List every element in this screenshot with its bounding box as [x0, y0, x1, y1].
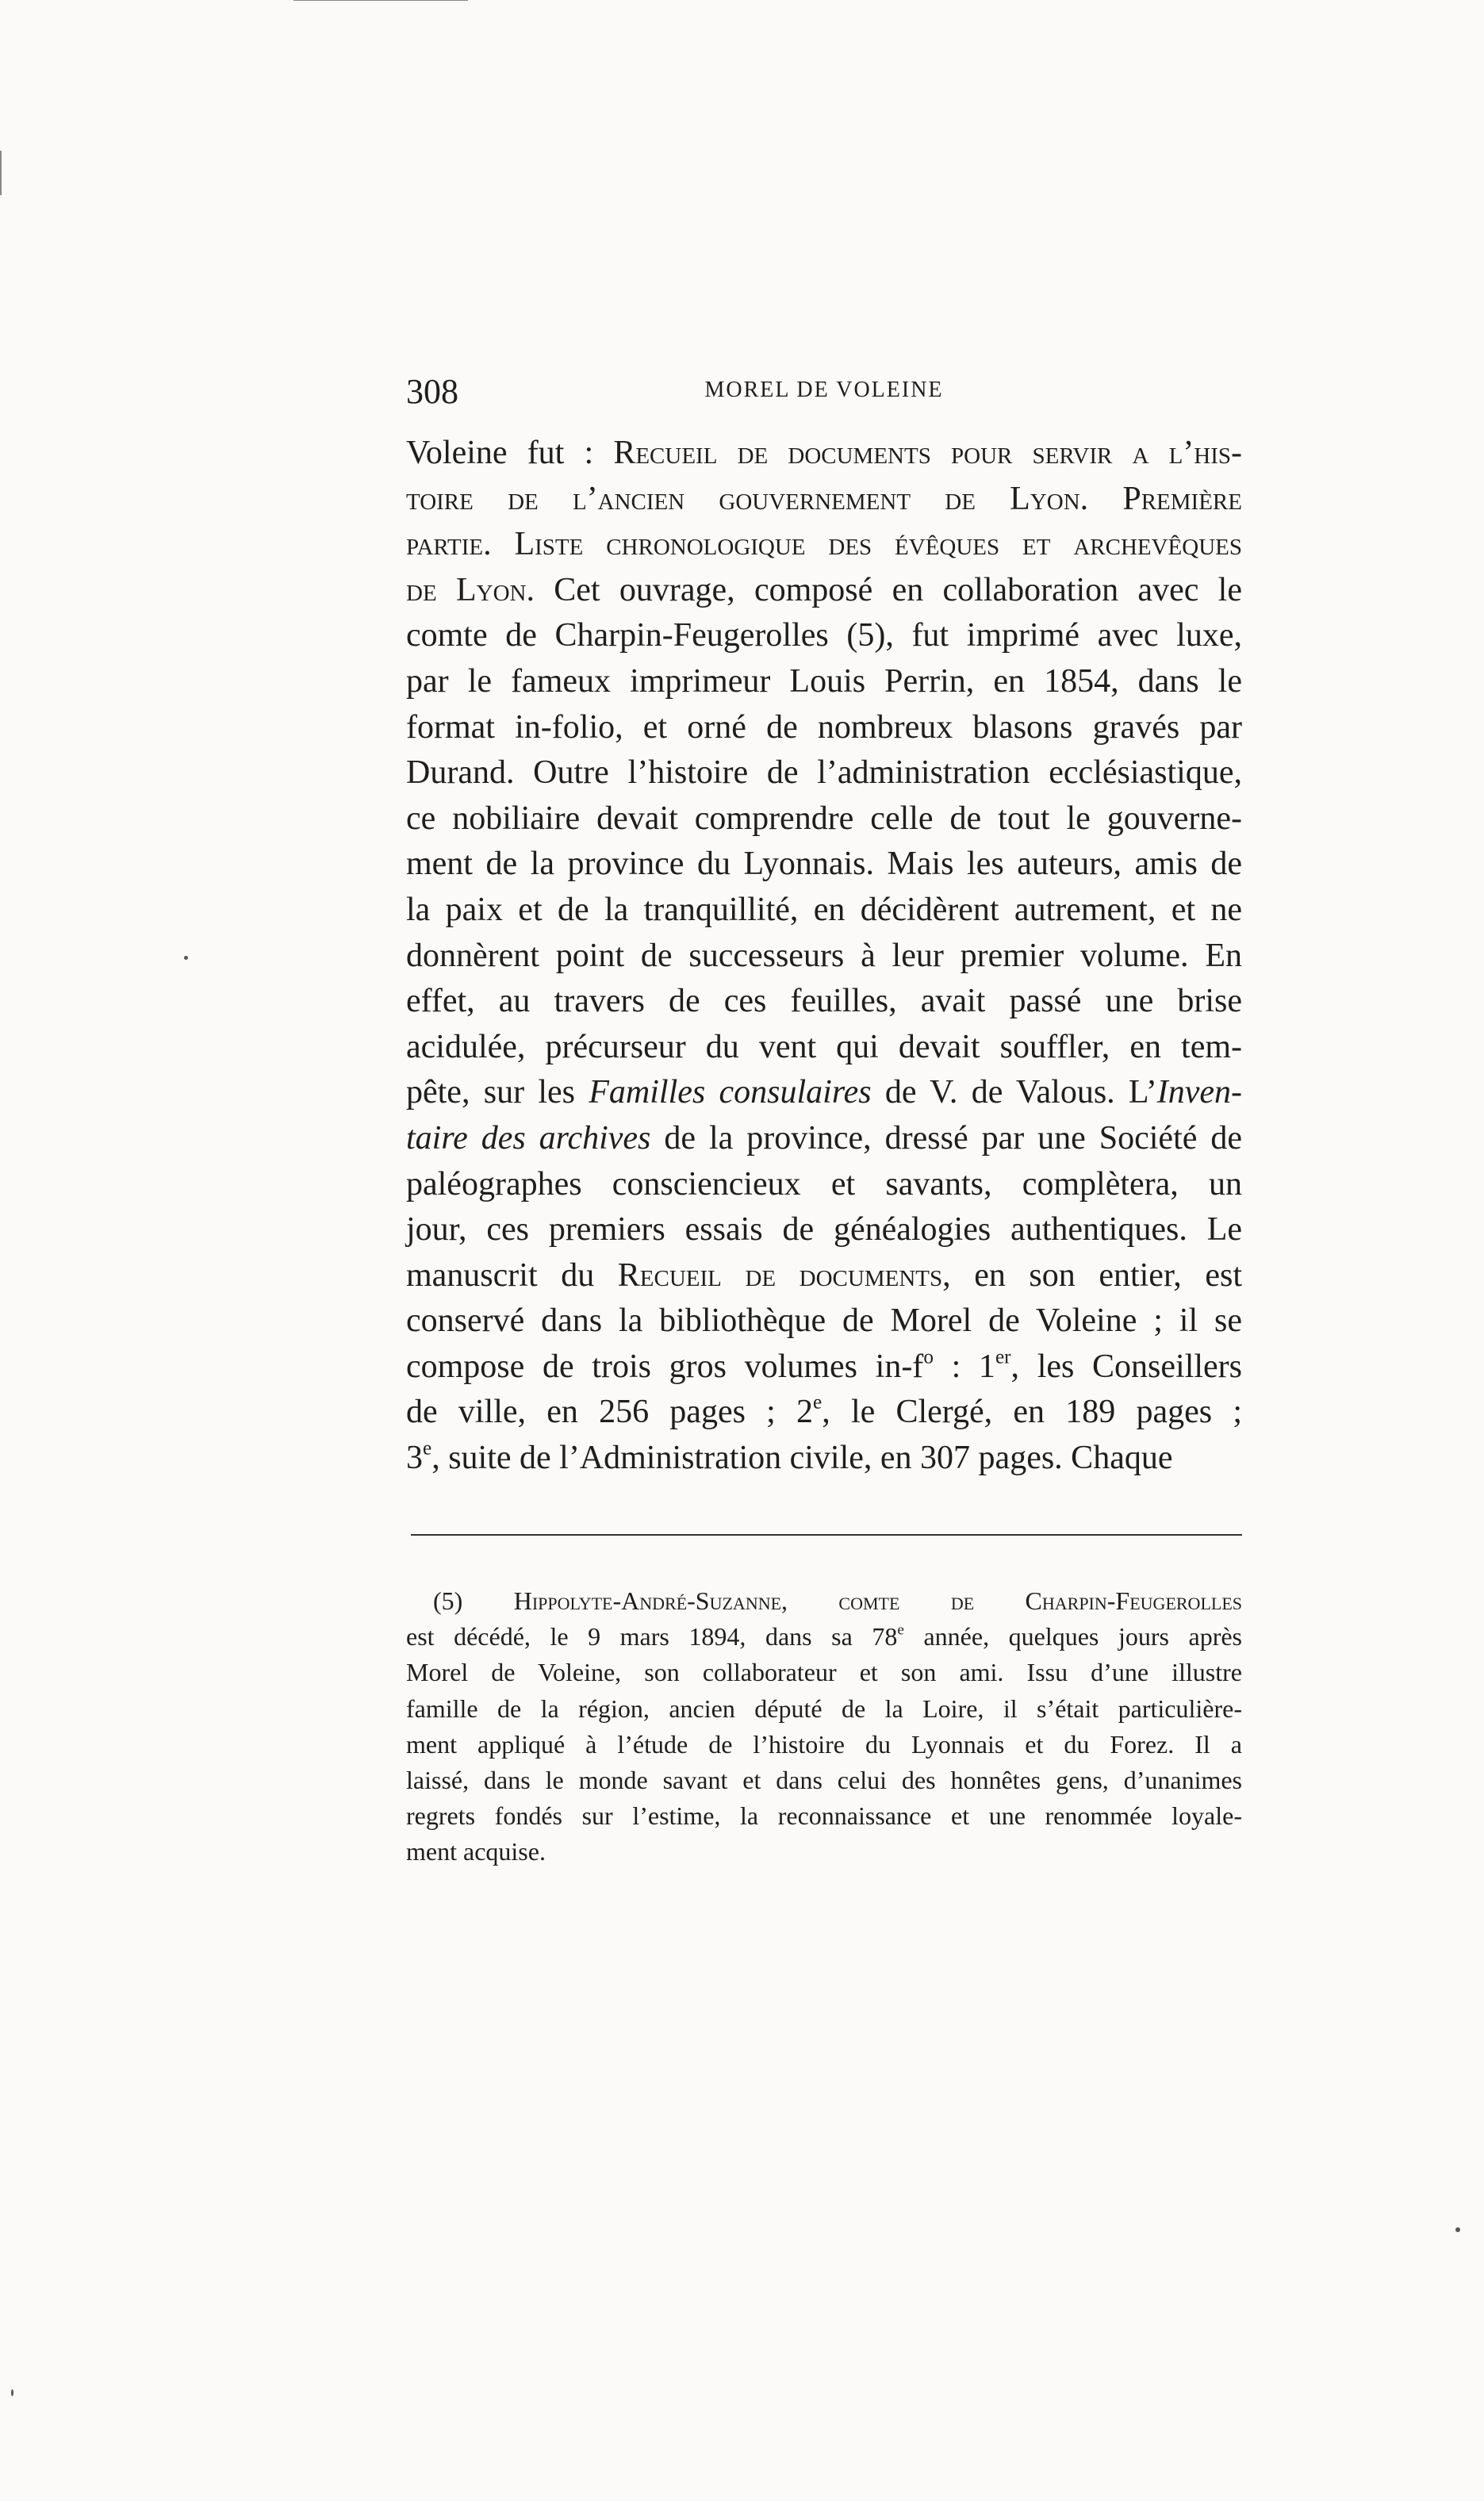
text-segment: . Cet ouvrage, composé en collaboration avec le: [526, 571, 1242, 608]
body-text-line: [406, 888, 1242, 934]
text-segment: de la province, dressé par une Société de: [650, 1119, 1242, 1157]
scan-speck: [11, 2389, 13, 2396]
scan-edge-mark: [0, 151, 2, 195]
text-segment: laissé, dans le monde savant et dans celui des honnêtes gens, d’unanimes: [406, 1765, 1242, 1794]
text-segment: est décédé, le 9 mars 1894, dans sa 78: [406, 1622, 898, 1651]
body-text-line: [406, 1436, 1242, 1482]
small-caps-text: Recueil de documents: [617, 1256, 943, 1294]
text-segment: famille de la région, ancien député de la Loire, il s’était particulière-: [406, 1694, 1242, 1723]
text-segment: regrets fondés sur l’estime, la reconnaissance et une renommée loyale-: [406, 1801, 1242, 1831]
text-segment: ment de la province du Lyonnais. Mais les auteurs, amis de: [406, 846, 1242, 883]
text-segment: paléographes consciencieux et savants, complètera, un: [406, 1165, 1242, 1203]
running-head: [406, 371, 1242, 411]
text-segment: année, quelques jours après: [903, 1622, 1243, 1651]
body-text-line: [406, 1344, 1242, 1391]
superscript: o: [923, 1346, 934, 1368]
body-text-line: [406, 431, 1242, 477]
body-text-line: [406, 1162, 1242, 1208]
text-segment: ment appliqué à l’étude de l’histoire du Lyonnais et du Forez. Il a: [406, 1729, 1242, 1759]
body-text-line: [406, 796, 1242, 842]
footnote-line: [406, 1763, 1242, 1798]
scan-edge-mark: [293, 0, 468, 1]
superscript: er: [995, 1346, 1011, 1368]
text-segment: Morel de Voleine, son collaborateur et son ami. Issu d’une illustre: [406, 1658, 1242, 1687]
footnote-block: [406, 1583, 1242, 1870]
superscript: e: [423, 1437, 432, 1460]
small-caps-text: de Lyon: [406, 571, 527, 608]
superscript: e: [897, 1621, 904, 1639]
body-text-line: [406, 477, 1242, 523]
text-segment: pête, sur les: [406, 1074, 589, 1111]
text-segment: effet, au travers de ces feuilles, avait passé une brise: [406, 983, 1242, 1020]
text-segment: donnèrent point de successeurs à leur premier volume. En: [406, 937, 1242, 974]
text-segment: de ville, en 256 pages ; 2: [406, 1394, 814, 1431]
superscript: e: [813, 1391, 823, 1414]
text-segment: comte de Charpin-Feugerolles (5), fut imprimé avec luxe,: [406, 617, 1242, 654]
text-segment: , le Clergé, en 189 pages ;: [822, 1394, 1242, 1431]
body-text-line: [406, 1116, 1242, 1162]
body-text-line: [406, 979, 1242, 1025]
small-caps-text: toire de l’ancien gouvernement de Lyon. Première: [406, 480, 1242, 517]
text-segment: , les Conseillers: [1010, 1348, 1243, 1385]
body-text-line: [406, 1390, 1242, 1436]
text-segment: format in-folio, et orné de nombreux blasons gravés par: [406, 708, 1242, 746]
body-text-line: [406, 705, 1242, 751]
main-text-block: [406, 431, 1242, 1482]
text-segment: (5): [433, 1586, 514, 1615]
text-segment: compose de trois gros volumes in-f: [406, 1348, 924, 1385]
text-segment: , suite de l’Administration civile, en 307 pages. Chaque: [431, 1440, 1173, 1477]
body-text-line: [406, 613, 1242, 659]
text-segment: Voleine fut :: [406, 435, 614, 471]
text-segment: la paix et de la tranquillité, en décidèrent autrement, et ne: [406, 891, 1242, 928]
text-segment: par le fameux imprimeur Louis Perrin, en 1854, dans le: [406, 662, 1242, 700]
page-number: 308: [406, 372, 458, 411]
text-segment: 3: [406, 1440, 423, 1477]
italic-text: Familles consulaires: [589, 1074, 872, 1111]
body-text-line: [406, 934, 1242, 980]
text-segment: ce nobiliaire devait comprendre celle de tout le gouverne-: [406, 800, 1242, 837]
body-text-line: [406, 659, 1242, 705]
text-segment: manuscrit du: [406, 1256, 618, 1294]
text-segment: acidulée, précurseur du vent qui devait souffler, en tem-: [406, 1028, 1242, 1065]
italic-text: Inven-: [1156, 1074, 1242, 1111]
footnote-line: [406, 1583, 1242, 1619]
small-caps-text: partie. Liste chronologique des évêques et archevêques: [406, 526, 1242, 563]
body-text-line: [406, 1298, 1242, 1344]
scan-speck: [184, 956, 188, 960]
text-segment: ment acquise.: [406, 1837, 546, 1866]
scan-speck: [1455, 2227, 1460, 2232]
footnote-line: [406, 1619, 1242, 1655]
footnote-line: [406, 1691, 1242, 1727]
text-segment: jour, ces premiers essais de généalogies authentiques. Le: [406, 1211, 1242, 1249]
footnote-rule: [411, 1534, 1242, 1536]
footnote-line: [406, 1655, 1242, 1690]
body-text-line: [406, 1253, 1242, 1299]
text-segment: de V. de Valous. L’: [871, 1074, 1157, 1111]
footnote-line: [406, 1834, 1242, 1870]
text-segment: , en son entier, est: [942, 1256, 1242, 1294]
body-text-line: [406, 842, 1242, 888]
small-caps-text: Recueil de documents pour servir a l’his-: [613, 435, 1242, 471]
text-segment: : 1: [933, 1348, 995, 1385]
body-text-line: [406, 1025, 1242, 1071]
footnote-line: [406, 1798, 1242, 1834]
text-segment: Durand. Outre l’histoire de l’administration ecclésiastique,: [406, 754, 1242, 792]
body-text-line: [406, 522, 1242, 568]
footnote-line: [406, 1727, 1242, 1763]
text-segment: conservé dans la bibliothèque de Morel de Voleine ; il se: [406, 1302, 1242, 1340]
body-text-line: [406, 1207, 1242, 1253]
body-text-line: [406, 750, 1242, 796]
body-text-line: [406, 1070, 1242, 1116]
small-caps-text: Hippolyte-André-Suzanne, comte de Charpin-Feugerolles: [513, 1586, 1242, 1615]
italic-text: taire des archives: [406, 1119, 651, 1157]
running-title: MOREL DE VOLEINE: [704, 378, 944, 402]
body-text-line: [406, 568, 1242, 614]
